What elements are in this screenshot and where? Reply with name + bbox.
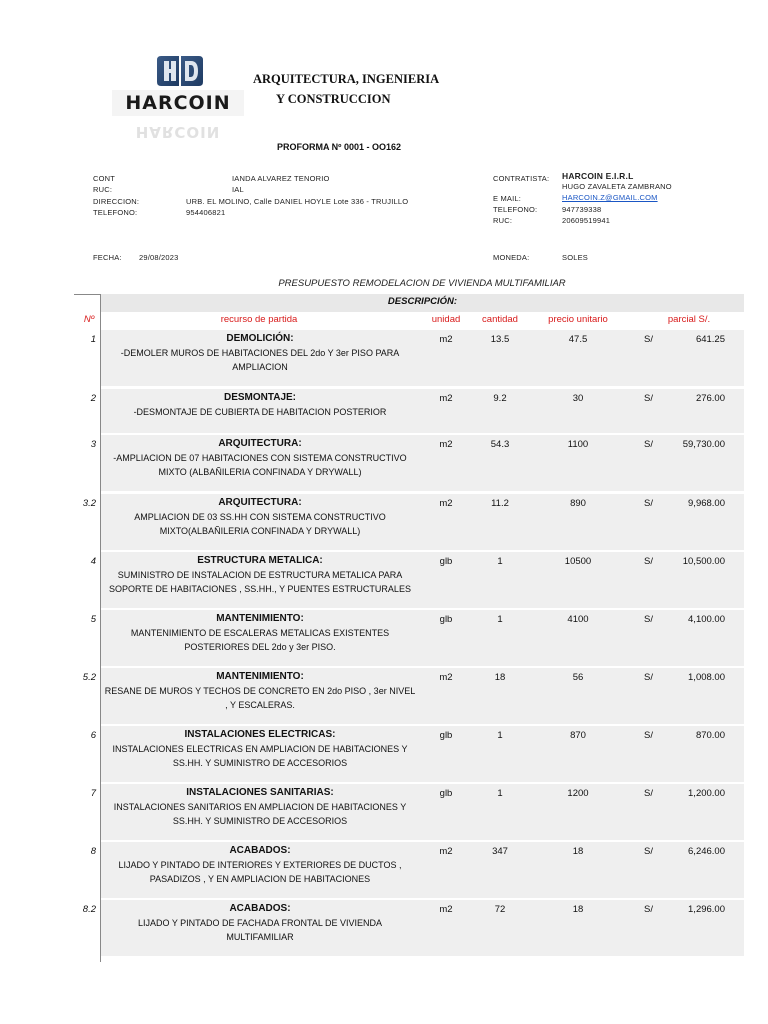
row-unit: m2 <box>439 904 453 915</box>
table-row <box>74 330 744 386</box>
row-unit-price: 4100 <box>567 614 589 625</box>
col-header-precio: precio unitario <box>548 314 608 325</box>
table-row <box>74 900 744 956</box>
row-number: 1 <box>90 334 96 345</box>
contractor-ruc-value: 20609519941 <box>562 216 611 225</box>
row-title: ESTRUCTURA METALICA: <box>197 555 323 566</box>
row-partial-amount: 6,246.00 <box>688 846 725 857</box>
row-description <box>104 728 416 770</box>
row-number: 6 <box>90 730 96 741</box>
row-unit-price: 1100 <box>567 439 589 450</box>
row-description <box>104 902 416 944</box>
table-row <box>74 668 744 724</box>
row-unit-price: 1200 <box>567 788 589 799</box>
row-title: DESMONTAJE: <box>223 392 297 403</box>
client-telefono-label: TELEFONO: <box>93 208 138 217</box>
row-number: 7 <box>90 788 96 799</box>
table-row <box>74 435 744 491</box>
row-unit: glb <box>439 556 453 567</box>
row-title: ACABADOS: <box>229 845 291 856</box>
row-unit: m2 <box>439 846 453 857</box>
table-row <box>74 726 744 782</box>
row-description <box>104 612 416 654</box>
row-currency: S/ <box>644 393 653 404</box>
company-name-line1: ARQUITECTURA, INGENIERIA <box>253 72 440 86</box>
table-row <box>74 552 744 608</box>
row-title: ARQUITECTURA: <box>218 438 302 449</box>
row-partial-amount: 1,200.00 <box>688 788 725 799</box>
table-row <box>74 610 744 666</box>
row-unit: m2 <box>439 393 453 404</box>
table-row <box>74 784 744 840</box>
row-unit: glb <box>439 730 453 741</box>
row-partial-amount: 59,730.00 <box>682 439 725 450</box>
row-title: MANTENIMIENTO: <box>216 671 304 682</box>
table-row <box>74 494 744 550</box>
row-currency: S/ <box>644 672 653 683</box>
row-description <box>104 670 416 712</box>
row-unit: m2 <box>439 672 453 683</box>
row-unit-price: 56 <box>572 672 584 683</box>
table-row <box>74 842 744 898</box>
col-header-parcial: parcial S/. <box>667 314 711 325</box>
row-unit: m2 <box>439 334 453 345</box>
contractor-ruc-label: RUC: <box>493 216 513 225</box>
row-number: 3.2 <box>82 498 96 509</box>
budget-table <box>74 294 744 962</box>
row-description <box>104 496 416 538</box>
row-quantity: 18 <box>494 672 506 683</box>
row-quantity: 72 <box>494 904 506 915</box>
row-unit: m2 <box>439 439 453 450</box>
row-detail: -DESMONTAJE DE CUBIERTA DE HABITACION POSTERIOR <box>133 407 387 417</box>
row-number: 5.2 <box>82 672 96 683</box>
row-currency: S/ <box>644 614 653 625</box>
col-header-recurso: recurso de partida <box>220 314 298 325</box>
row-quantity: 11.2 <box>491 498 509 509</box>
row-description <box>104 844 416 886</box>
contratista-person: HUGO ZAVALETA ZAMBRANO <box>562 182 672 191</box>
row-partial-amount: 641.25 <box>695 334 725 345</box>
row-detail: -AMPLIACION DE 07 HABITACIONES CON SISTEMA CONSTRUCTIVO MIXTO (ALBAÑILERIA CONFINADA Y DRYWALL) <box>113 453 407 477</box>
row-title: DEMOLICIÓN: <box>226 333 294 344</box>
logo-reflection: HARCOIN <box>135 123 221 141</box>
row-unit-price: 10500 <box>564 556 592 567</box>
row-description <box>104 554 416 596</box>
row-currency: S/ <box>644 788 653 799</box>
row-number: 8 <box>90 846 96 857</box>
row-currency: S/ <box>644 334 653 345</box>
row-currency: S/ <box>644 498 653 509</box>
logo-brand-text: HARCOIN <box>112 90 244 116</box>
row-currency: S/ <box>644 556 653 567</box>
harcoin-emblem-icon <box>155 52 205 90</box>
direccion-label: DIRECCION: <box>93 197 140 206</box>
contractor-telefono-value: 947739338 <box>562 205 602 214</box>
moneda-label: MONEDA: <box>493 253 530 262</box>
company-name-line2: Y CONSTRUCCION <box>276 92 391 106</box>
row-detail: AMPLIACION DE 03 SS.HH CON SISTEMA CONSTRUCTIVO MIXTO(ALBAÑILERIA CONFINADA Y DRYWALL) <box>134 512 386 536</box>
col-header-number: Nº <box>83 314 95 325</box>
row-partial-amount: 1,008.00 <box>688 672 725 683</box>
row-unit-price: 18 <box>572 904 584 915</box>
row-quantity: 1 <box>497 614 503 625</box>
row-description <box>104 332 416 374</box>
proforma-number: PROFORMA Nº 0001 - OO162 <box>277 142 401 152</box>
row-currency: S/ <box>644 439 653 450</box>
row-quantity: 1 <box>497 730 503 741</box>
cont-label: CONT <box>93 174 116 183</box>
row-partial-amount: 276.00 <box>695 393 725 404</box>
row-unit-price: 870 <box>570 730 586 741</box>
row-unit-price: 890 <box>570 498 586 509</box>
row-detail: INSTALACIONES SANITARIOS EN AMPLIACION DE HABITACIONES Y SS.HH. Y SUMINISTRO DE ACCESORIOS <box>113 802 407 826</box>
row-detail: -DEMOLER MUROS DE HABITACIONES DEL 2do Y 3er PISO PARA AMPLIACION <box>120 348 400 372</box>
row-detail: LIJADO Y PINTADO DE FACHADA FRONTAL DE VIVIENDA MULTIFAMILIAR <box>137 918 383 942</box>
row-description <box>104 437 416 479</box>
row-quantity: 9.2 <box>493 393 507 404</box>
client-ruc-value: IAL <box>232 185 244 194</box>
row-number: 4 <box>90 556 96 567</box>
cont-value: IANDA ALVAREZ TENORIO <box>232 174 330 183</box>
row-currency: S/ <box>644 846 653 857</box>
contractor-telefono-label: TELEFONO: <box>493 205 538 214</box>
row-partial-amount: 10,500.00 <box>682 556 725 567</box>
row-title: ACABADOS: <box>229 903 291 914</box>
email-link[interactable]: HARCOIN.Z@GMAIL.COM <box>562 193 658 202</box>
row-unit-price: 18 <box>572 846 584 857</box>
row-quantity: 54.3 <box>490 439 510 450</box>
row-description <box>104 391 416 419</box>
row-number: 5 <box>90 614 96 625</box>
direccion-value: URB. EL MOLINO, Calle DANIEL HOYLE Lote 336 - TRUJILLO <box>186 197 409 206</box>
company-logo <box>112 46 244 142</box>
row-title: INSTALACIONES SANITARIAS: <box>186 787 334 798</box>
row-title: MANTENIMIENTO: <box>216 613 304 624</box>
row-unit: m2 <box>439 498 453 509</box>
row-quantity: 1 <box>497 788 503 799</box>
row-detail: RESANE DE MUROS Y TECHOS DE CONCRETO EN 2do PISO , 3er NIVEL , Y ESCALERAS. <box>104 686 416 710</box>
row-unit-price: 30 <box>572 393 584 404</box>
row-title: INSTALACIONES ELECTRICAS: <box>184 729 336 740</box>
row-number: 3 <box>90 439 96 450</box>
row-partial-amount: 1,296.00 <box>688 904 725 915</box>
row-unit-price: 47.5 <box>568 334 588 345</box>
row-number: 2 <box>90 393 96 404</box>
row-detail: INSTALACIONES ELECTRICAS EN AMPLIACION DE HABITACIONES Y SS.HH. Y SUMINISTRO DE ACCESORIOS <box>112 744 408 768</box>
row-unit: glb <box>439 788 453 799</box>
email-label: E MAIL: <box>493 194 522 203</box>
moneda-value: SOLES <box>562 253 589 262</box>
client-telefono-value: 954406821 <box>186 208 226 217</box>
budget-title: PRESUPUESTO REMODELACION DE VIVIENDA MULTIFAMILIAR <box>278 278 566 289</box>
fecha-value: 29/08/2023 <box>139 253 179 262</box>
row-detail: LIJADO Y PINTADO DE INTERIORES Y EXTERIORES DE DUCTOS , PASADIZOS , Y EN AMPLIACION DE HABITACIONES <box>118 860 402 884</box>
contratista-label: CONTRATISTA: <box>493 174 550 183</box>
row-quantity: 347 <box>492 846 508 857</box>
row-detail: MANTENIMIENTO DE ESCALERAS METALICAS EXISTENTES POSTERIORES DEL 2do y 3er PISO. <box>130 628 390 652</box>
contratista-name: HARCOIN E.I.R.L <box>562 171 634 181</box>
row-partial-amount: 9,968.00 <box>688 498 725 509</box>
row-quantity: 1 <box>497 556 503 567</box>
row-unit: glb <box>439 614 453 625</box>
row-quantity: 13.5 <box>490 334 510 345</box>
col-header-unidad: unidad <box>431 314 461 325</box>
fecha-label: FECHA: <box>93 253 122 262</box>
row-partial-amount: 870.00 <box>695 730 725 741</box>
row-currency: S/ <box>644 904 653 915</box>
row-title: ARQUITECTURA: <box>218 497 302 508</box>
client-ruc-label: RUC: <box>93 185 113 194</box>
description-header: DESCRIPCIÓN: <box>101 294 744 312</box>
row-number: 8.2 <box>82 904 96 915</box>
row-currency: S/ <box>644 730 653 741</box>
row-detail: SUMINISTRO DE INSTALACION DE ESTRUCTURA METALICA PARA SOPORTE DE HABITACIONES , SS.HH., Y PUENTES ESTRUCTURALES <box>109 570 411 594</box>
row-description <box>104 786 416 828</box>
table-row <box>74 389 744 433</box>
row-partial-amount: 4,100.00 <box>688 614 725 625</box>
col-header-cantidad: cantidad <box>482 314 518 325</box>
